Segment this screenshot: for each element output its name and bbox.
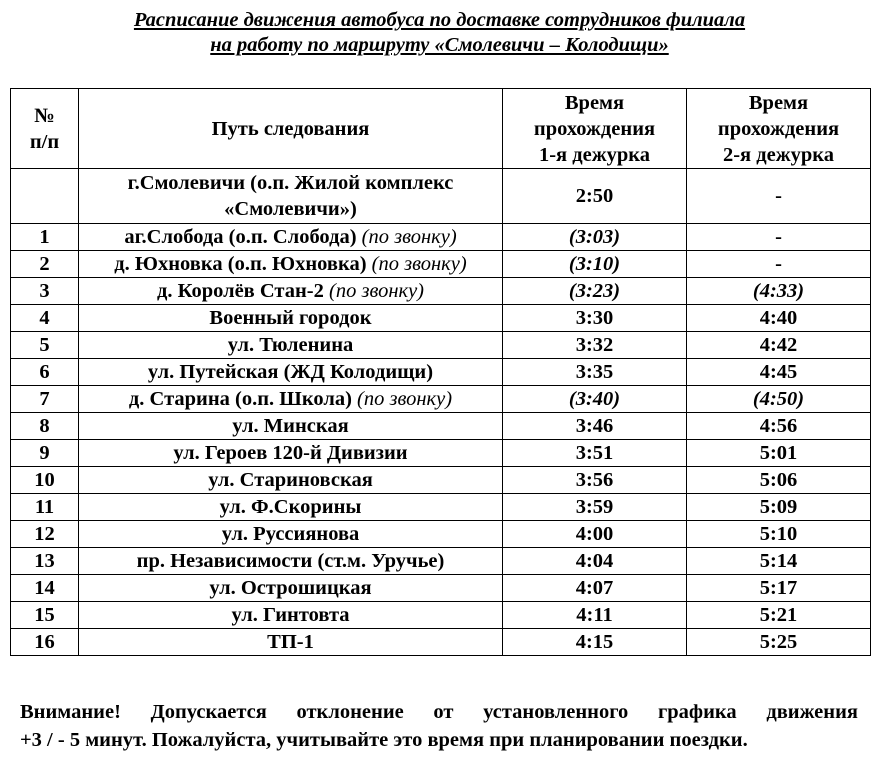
stop-name: ул. Гинтовта xyxy=(231,604,350,626)
cell-stop xyxy=(79,169,503,224)
cell-time-1: 3:59 xyxy=(503,494,687,521)
stop-name: пр. Независимости (ст.м. Уручье) xyxy=(136,550,445,572)
stop-name: д. Королёв Стан-2 xyxy=(156,280,329,302)
table-row xyxy=(11,278,871,305)
cell-time-2: 5:21 xyxy=(687,602,871,629)
cell-time-1: (3:10) xyxy=(503,251,687,278)
cell-stop xyxy=(79,332,503,359)
table-row-start xyxy=(11,169,871,224)
header-num xyxy=(11,89,79,169)
header-time-2-line: Время xyxy=(748,91,809,114)
cell-time-1: (3:40) xyxy=(503,386,687,413)
schedule-table xyxy=(10,88,871,656)
cell-time-2: 4:42 xyxy=(687,332,871,359)
cell-time-2: (4:33) xyxy=(687,278,871,305)
table-row xyxy=(11,386,871,413)
notice xyxy=(20,698,858,754)
cell-time-2: - xyxy=(687,224,871,251)
stop-name: ул. Руссиянова xyxy=(221,523,360,545)
cell-num: 7 xyxy=(11,386,79,413)
cell-stop-line: г.Смолевичи (о.п. Жилой комплекс xyxy=(127,172,454,194)
table-row xyxy=(11,494,871,521)
cell-time-1: 3:46 xyxy=(503,413,687,440)
notice-line-2: +3 / - 5 минут. Пожалуйста, учитывайте это время при планировании поездки. xyxy=(20,729,748,751)
cell-time-2: 5:17 xyxy=(687,575,871,602)
cell-num: 9 xyxy=(11,440,79,467)
cell-time-1: 4:15 xyxy=(503,629,687,656)
cell-time-1: 3:30 xyxy=(503,305,687,332)
cell-time-2: 4:45 xyxy=(687,359,871,386)
cell-stop xyxy=(79,494,503,521)
cell-time-1: 3:51 xyxy=(503,440,687,467)
cell-time-2: 4:56 xyxy=(687,413,871,440)
cell-time-1: (3:03) xyxy=(503,224,687,251)
table-header-row xyxy=(11,89,871,169)
header-time-1-line: прохождения xyxy=(533,117,656,140)
cell-num: 8 xyxy=(11,413,79,440)
stop-name: д. Старина (о.п. Школа) xyxy=(128,388,358,410)
cell-num: 2 xyxy=(11,251,79,278)
header-time-2-line: 2-я дежурка xyxy=(722,143,835,166)
cell-num: 6 xyxy=(11,359,79,386)
page-title xyxy=(0,8,879,58)
stop-name: д. Юхновка (о.п. Юхновка) xyxy=(114,253,372,275)
cell-num xyxy=(11,169,79,224)
header-num-line: п/п xyxy=(29,130,60,153)
cell-stop xyxy=(79,251,503,278)
cell-stop xyxy=(79,305,503,332)
stop-name: аг.Слобода (о.п. Слобода) xyxy=(124,226,362,248)
cell-num: 1 xyxy=(11,224,79,251)
stop-name: ТП-1 xyxy=(267,631,314,653)
on-call-note: (по звонку) xyxy=(357,388,453,410)
table-row xyxy=(11,548,871,575)
header-time-2 xyxy=(687,89,871,169)
cell-num: 3 xyxy=(11,278,79,305)
header-time-1 xyxy=(503,89,687,169)
cell-time-1: 4:11 xyxy=(503,602,687,629)
cell-stop-line: «Смолевичи») xyxy=(224,198,357,220)
cell-stop xyxy=(79,521,503,548)
on-call-note: (по звонку) xyxy=(371,253,467,275)
cell-time-2: 4:40 xyxy=(687,305,871,332)
cell-stop xyxy=(79,629,503,656)
title-line-2: на работу по маршруту «Смолевичи – Колодищи» xyxy=(210,34,669,56)
table-row xyxy=(11,467,871,494)
cell-num: 10 xyxy=(11,467,79,494)
title-line-1: Расписание движения автобуса по доставке сотрудников филиала xyxy=(133,9,746,31)
table-row xyxy=(11,521,871,548)
cell-time-2: 5:14 xyxy=(687,548,871,575)
cell-num: 11 xyxy=(11,494,79,521)
header-time-1-line: Время xyxy=(564,91,625,114)
cell-time-1: 3:35 xyxy=(503,359,687,386)
cell-num: 14 xyxy=(11,575,79,602)
table-row xyxy=(11,251,871,278)
cell-stop xyxy=(79,602,503,629)
table-row xyxy=(11,575,871,602)
cell-time-1: 2:50 xyxy=(503,169,687,224)
table-row xyxy=(11,305,871,332)
header-time-2-line: прохождения xyxy=(717,117,840,140)
stop-name: ул. Стариновская xyxy=(208,469,373,491)
cell-time-2: - xyxy=(687,169,871,224)
stop-name: ул. Путейская (ЖД Колодищи) xyxy=(147,361,434,383)
cell-time-1: 4:00 xyxy=(503,521,687,548)
cell-time-2: 5:09 xyxy=(687,494,871,521)
cell-time-1: 3:32 xyxy=(503,332,687,359)
cell-time-2: 5:01 xyxy=(687,440,871,467)
header-time-1-line: 1-я дежурка xyxy=(538,143,651,166)
cell-num: 5 xyxy=(11,332,79,359)
cell-time-1: 4:07 xyxy=(503,575,687,602)
cell-num: 4 xyxy=(11,305,79,332)
cell-time-1: 3:56 xyxy=(503,467,687,494)
table-row xyxy=(11,359,871,386)
cell-stop xyxy=(79,440,503,467)
cell-time-2: 5:10 xyxy=(687,521,871,548)
header-route: Путь следования xyxy=(79,89,503,169)
stop-name: ул. Острошицкая xyxy=(209,577,372,599)
cell-time-2: 5:06 xyxy=(687,467,871,494)
stop-name: ул. Тюленина xyxy=(227,334,354,356)
cell-num: 12 xyxy=(11,521,79,548)
on-call-note: (по звонку) xyxy=(329,280,425,302)
cell-stop xyxy=(79,467,503,494)
header-num-line: № xyxy=(34,104,55,127)
cell-stop xyxy=(79,224,503,251)
notice-line-1: Внимание! Допускается отклонение от установленного графика движения xyxy=(20,701,858,723)
table-row xyxy=(11,332,871,359)
cell-stop xyxy=(79,386,503,413)
stop-name: ул. Ф.Скорины xyxy=(219,496,362,518)
cell-time-2: 5:25 xyxy=(687,629,871,656)
cell-stop xyxy=(79,278,503,305)
on-call-note: (по звонку) xyxy=(361,226,457,248)
stop-name: Военный городок xyxy=(209,307,372,329)
cell-num: 15 xyxy=(11,602,79,629)
table-row xyxy=(11,629,871,656)
cell-stop xyxy=(79,548,503,575)
table-row xyxy=(11,602,871,629)
cell-time-1: 4:04 xyxy=(503,548,687,575)
table-row xyxy=(11,413,871,440)
stop-name: ул. Минская xyxy=(232,415,349,437)
stop-name: ул. Героев 120-й Дивизии xyxy=(173,442,408,464)
table-row xyxy=(11,224,871,251)
cell-time-2: (4:50) xyxy=(687,386,871,413)
table-row xyxy=(11,440,871,467)
cell-time-1: (3:23) xyxy=(503,278,687,305)
cell-num: 13 xyxy=(11,548,79,575)
cell-num: 16 xyxy=(11,629,79,656)
cell-stop xyxy=(79,359,503,386)
cell-time-2: - xyxy=(687,251,871,278)
cell-stop xyxy=(79,413,503,440)
cell-stop xyxy=(79,575,503,602)
